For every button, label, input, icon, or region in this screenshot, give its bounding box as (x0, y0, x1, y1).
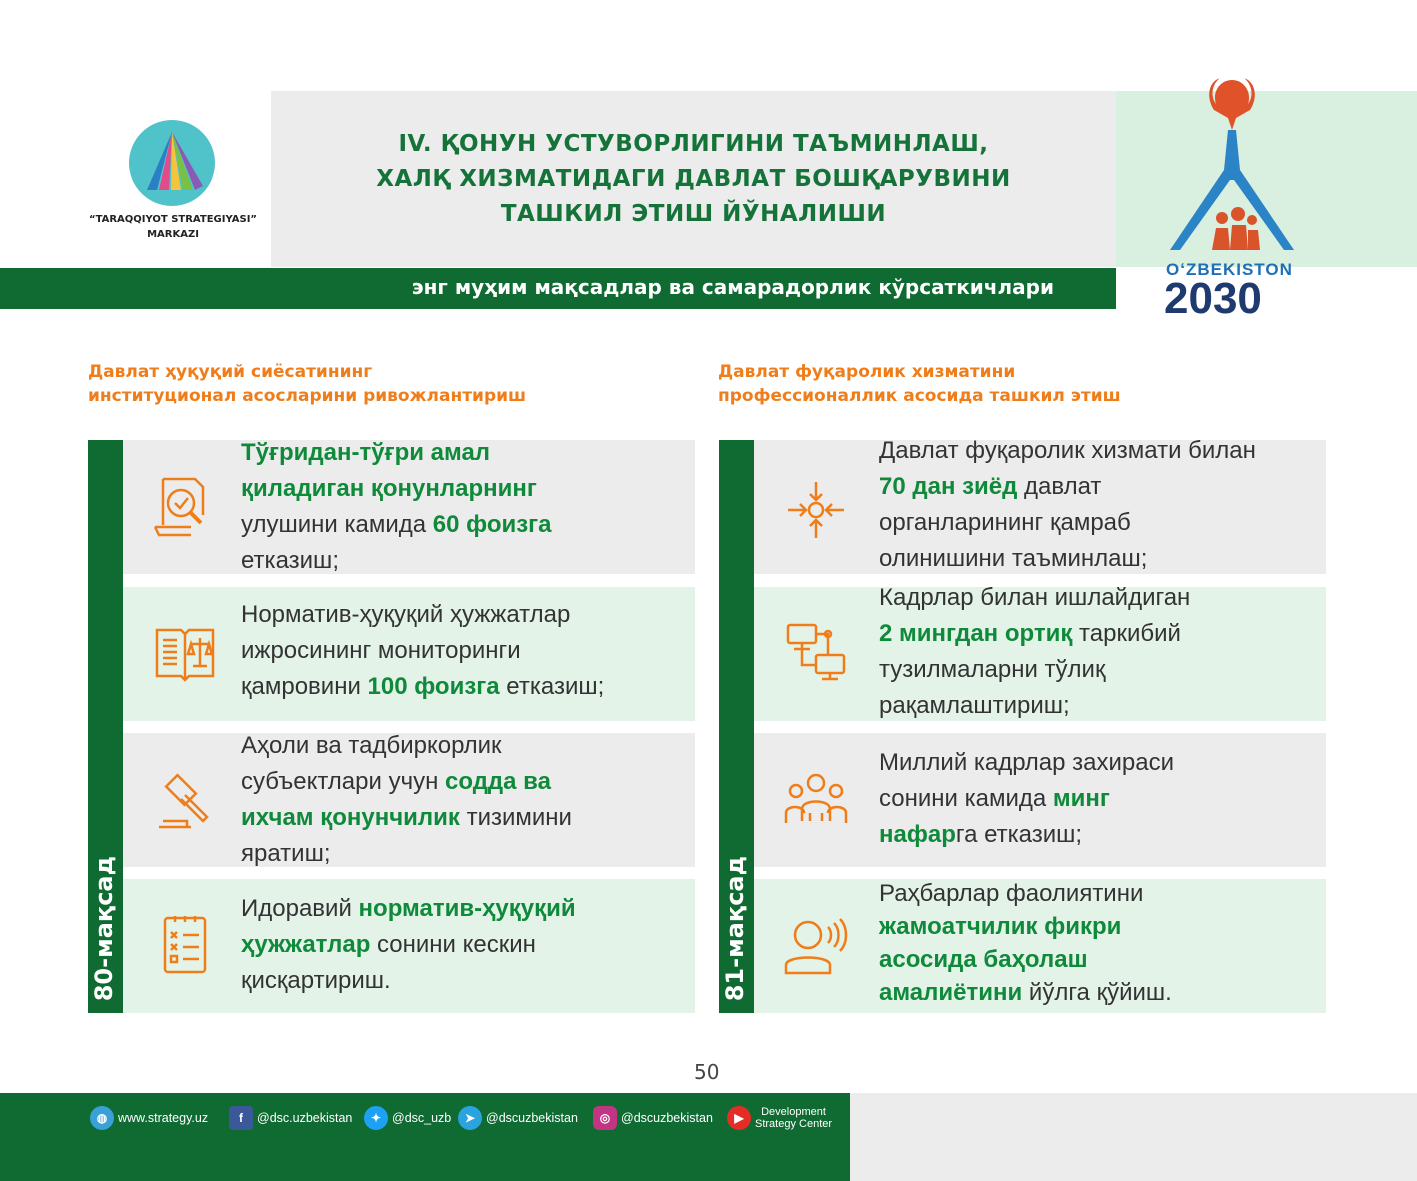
page-title-line1: IV. ҚОНУН УСТУВОРЛИГИНИ ТАЪМИНЛАШ, (398, 131, 989, 157)
right-card-3-line1: Миллий кадрлар захираси (879, 749, 1175, 776)
left-section-heading (88, 360, 526, 408)
page-title-line2: ХАЛҚ ХИЗМАТИДАГИ ДАВЛАТ БОШҚАРУВИНИ (376, 166, 1011, 192)
left-card-4-line1: Идоравий норматив-ҳуқуқий (241, 895, 576, 922)
left-card-1-line2: қиладиган қонунларнинг (241, 475, 537, 502)
org-caption-line1: “TARAQQIYOT STRATEGIYASI” (89, 214, 257, 225)
left-heading-line2: институционал асосларини ривожлантириш (88, 386, 527, 406)
footer-twitter-text: @dsc_uzb (392, 1111, 452, 1125)
gavel-icon (155, 771, 219, 835)
people-group-icon (782, 769, 846, 833)
right-section-heading (718, 360, 1121, 408)
globe-icon: ◍ (90, 1106, 114, 1130)
left-card-3-line2: субъектлари учун содда ва (241, 768, 551, 795)
document-check-icon (151, 475, 215, 539)
subtitle: энг муҳим мақсадлар ва самарадорлик кўрсаткичлари (411, 275, 1054, 299)
org-caption-line2: MARKAZI (147, 229, 199, 240)
footer-instagram-text: @dscuzbekistan (621, 1111, 713, 1125)
right-card-4-line2: жамоатчилик фикри (879, 913, 1122, 940)
goal-81-bar (719, 440, 754, 1013)
left-card-3 (123, 733, 695, 867)
dsc-logo-emblem (129, 120, 215, 206)
left-card-2-line1: Норматив-ҳуқуқий ҳужжатлар (241, 601, 571, 628)
right-card-3 (754, 733, 1326, 867)
tower-emblem-icon (1150, 70, 1315, 260)
footer-twitter-link[interactable] (364, 1104, 451, 1132)
left-heading-line1: Давлат ҳуқуқий сиёсатининг (88, 362, 373, 382)
goal-80-bar (88, 440, 123, 1013)
footer-facebook-link[interactable] (229, 1104, 352, 1132)
goal-80-label: 80-мақсад (90, 855, 118, 1001)
footer-youtube-link[interactable] (727, 1104, 832, 1132)
page-title-line3: ТАШКИЛ ЭТИШ ЙЎНАЛИШИ (500, 201, 887, 227)
right-card-2-line1: Кадрлар билан ишлайдиган (879, 584, 1191, 611)
instagram-icon: ◎ (593, 1106, 617, 1130)
right-card-4 (754, 879, 1326, 1013)
left-card-3-line1: Аҳоли ва тадбиркорлик (241, 732, 502, 759)
right-card-2-line2: 2 мингдан ортиқ таркибий (879, 620, 1181, 647)
right-card-1-line4: олинишини таъминлаш; (879, 545, 1148, 572)
brand-year: 2030 (1164, 274, 1262, 323)
facebook-icon: f (229, 1106, 253, 1130)
twitter-icon: ✦ (364, 1106, 388, 1130)
right-card-4-line4: амалиётини йўлга қўйиш. (879, 979, 1172, 1006)
left-card-2-line2: ижросининг мониторинги (241, 637, 521, 664)
brand-word: OʻZBEKISTON (1166, 260, 1293, 279)
right-card-2-line3: тузилмаларни тўлиқ (879, 656, 1106, 683)
left-card-1-line3: улушини камида 60 фоизга (241, 511, 552, 538)
left-card-4-line3: қисқартириш. (241, 967, 391, 994)
left-card-1 (123, 440, 695, 574)
right-card-3-line3: нафарга етказиш; (879, 821, 1083, 848)
right-card-1-line3: органларининг қамраб (879, 509, 1131, 536)
right-card-1 (754, 437, 1326, 574)
checklist-icon (159, 912, 223, 976)
left-card-3-line4: яратиш; (241, 840, 331, 867)
left-card-4-line2: ҳужжатлар сонини кескин (241, 931, 536, 958)
title-panel (271, 91, 1116, 267)
footer-youtube-line2: Strategy Center (755, 1118, 833, 1130)
footer-telegram-text: @dscuzbekistan (486, 1111, 578, 1125)
subtitle-bar (0, 268, 1116, 309)
left-card-3-line3: ихчам қонунчилик тизимини (241, 804, 572, 831)
speaking-person-icon (782, 915, 846, 979)
left-card-1-line4: етказиш; (241, 547, 339, 574)
uzbekistan-2030-logo (1150, 70, 1315, 323)
youtube-icon: ▶ (727, 1106, 751, 1130)
right-heading-line2: профессионаллик асосида ташкил этиш (718, 386, 1121, 406)
law-book-icon (153, 622, 217, 686)
footer-website-link[interactable] (90, 1104, 208, 1132)
right-card-1-line2: 70 дан зиёд давлат (879, 473, 1102, 500)
right-card-1-line1: Давлат фуқаролик хизмати билан (879, 437, 1256, 464)
right-card-4-line3: асосида баҳолаш (879, 946, 1088, 973)
footer-right-panel (850, 1093, 1417, 1181)
left-card-1-line1: Тўғридан-тўғри амал (241, 439, 491, 466)
right-card-3-line2: сонини камида минг (879, 785, 1110, 812)
footer-youtube-text (755, 1106, 832, 1130)
right-card-2-line4: рақамлаштириш; (879, 692, 1070, 719)
footer-telegram-link[interactable] (458, 1104, 578, 1132)
footer-youtube-line1: Development (761, 1106, 826, 1118)
right-card-4-line1: Раҳбарлар фаолиятини (879, 880, 1144, 907)
converge-arrows-icon (784, 478, 848, 542)
left-card-2-line3: қамровини 100 фоизга етказиш; (241, 673, 605, 700)
footer-facebook-text: @dsc.uzbekistan (257, 1111, 353, 1125)
footer-website-text: www.strategy.uz (118, 1111, 209, 1125)
footer-instagram-link[interactable] (593, 1104, 713, 1132)
left-card-2 (123, 587, 695, 721)
page-number: 50 (694, 1060, 720, 1084)
goal-81-label: 81-мақсад (721, 855, 749, 1001)
org-caption (85, 212, 261, 242)
right-heading-line1: Давлат фуқаролик хизматини (718, 362, 1016, 382)
left-card-4 (123, 879, 695, 1013)
right-card-2 (754, 584, 1326, 721)
network-computers-icon (784, 621, 848, 685)
telegram-icon: ➤ (458, 1106, 482, 1130)
